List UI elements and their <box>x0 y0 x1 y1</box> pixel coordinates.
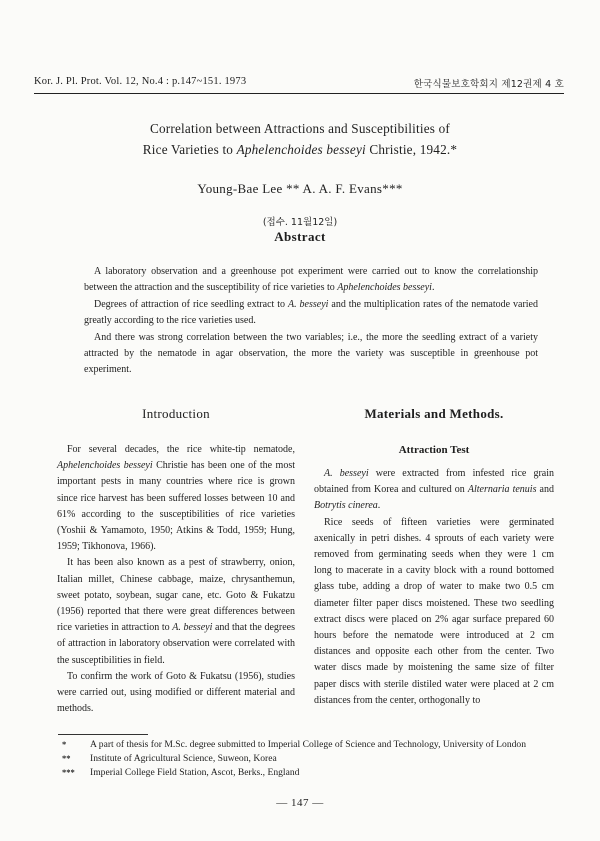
received-date: (접수. 11월12일) <box>262 217 338 228</box>
footnote-mark: ** <box>62 752 71 763</box>
footnote: *** Imperial College Field Station, Ascot, Berks., England <box>62 766 300 778</box>
methods-heading: Materials and Methods. <box>364 406 504 421</box>
footnote-mark: * <box>62 739 67 749</box>
intro-paragraph: For several decades, the rice white-tip nematode, Aphelenchoides besseyi Christie has been one of the most important pests in many countries where rice is grown since rice harvest has been suffered losses between 10 and 61% according to the susceptibilities of rice varieties (Yoshii & Yamamoto, 1950; Atkins & Todd, 1959; Hung, 1959; Tikhonova, 1966). <box>57 444 295 553</box>
intro-paragraph: To confirm the work of Goto & Fukatsu (1956), studies were carried out, using modified or different material and methods. <box>57 670 295 715</box>
intro-paragraph: It has been also known as a pest of strawberry, onion, Italian millet, Chinese cabbage, maize, chrysanthemun, sweet potato, soybean, sugar cane, etc. Goto & Fukatzu (1956) reported that there were great differences between rice varieties in attraction to A. besseyi and that the degrees of attraction in laboratory observation were correlated with the susceptibilities in field. <box>57 557 295 666</box>
methods-paragraph: Rice seeds of fifteen varieties were germinated axenically in petri dishes. 4 sprouts of each variety were removed from germinating seeds when they were 1 cm long to macerate in a cavity block with a round bottomed glass tube, adding a drop of water to make two 0.5 cm diameter filter paper discs moistened. These two seedling extract discs were placed on 2% agar surface prepared 60 hours before the nematode were introduced at 2 cm distances and opposite each other from the center. Two water discs made by moistening the same size of filter paper discs with sterile distiled water were placed at 2 cm distances from the center, orthogonally to <box>314 516 554 706</box>
attraction-test-heading: Attraction Test <box>398 444 470 456</box>
korean-journal-title: 한국식물보호학회지 제12권제 4 호 <box>413 79 564 90</box>
footnotes <box>62 738 560 779</box>
introduction-heading: Introduction <box>142 406 210 421</box>
title-line-1: Correlation between Attractions and Susceptibilities of <box>150 121 450 136</box>
footnote-rule <box>58 734 148 735</box>
abstract-body <box>84 264 538 379</box>
title-species: Aphelenchoides besseyi <box>236 142 366 157</box>
introduction-column <box>57 406 295 717</box>
methods-paragraph: A. besseyi were extracted from infested rice grain obtained from Korea and cultured on Alternaria tenuis and Botrytis cinerea. <box>314 468 554 512</box>
abstract-paragraph: Degrees of attraction of rice seedling extract to A. besseyi and the multiplication rates of the nematode varied greatly according to the rice varieties used. <box>84 298 538 327</box>
footnote: * A part of thesis for M.Sc. degree submitted to Imperial College of Science and Technology, University of London <box>62 739 527 750</box>
page-number: — 147 — <box>276 797 324 809</box>
article-title <box>60 118 540 160</box>
header-rule <box>34 93 564 94</box>
abstract-paragraph: A laboratory observation and a greenhouse pot experiment were carried out to know the correlationship between the attraction and the susceptibility of rice varieties to Aphelenchoides besseyi. <box>84 266 538 294</box>
methods-column <box>314 406 554 709</box>
journal-citation: Kor. J. Pl. Prot. Vol. 12, No.4 : p.147~151. 1973 <box>34 76 247 87</box>
abstract-paragraph: And there was strong correlation between the two variables; i.e., the more the seedling extract of a variety attracted by the nematode in agar observation, the more the variety was susceptible in greenhouse pot experiment. <box>84 331 538 376</box>
running-head <box>34 76 564 92</box>
title-line-2: Rice Varieties to Aphelenchoides besseyi Christie, 1942.* <box>142 142 458 157</box>
footnote-mark: *** <box>62 766 75 777</box>
abstract-heading: Abstract <box>274 229 326 244</box>
footnote: ** Institute of Agricultural Science, Suweon, Korea <box>62 752 277 764</box>
authors: Young-Bae Lee ** A. A. F. Evans*** <box>197 181 403 196</box>
